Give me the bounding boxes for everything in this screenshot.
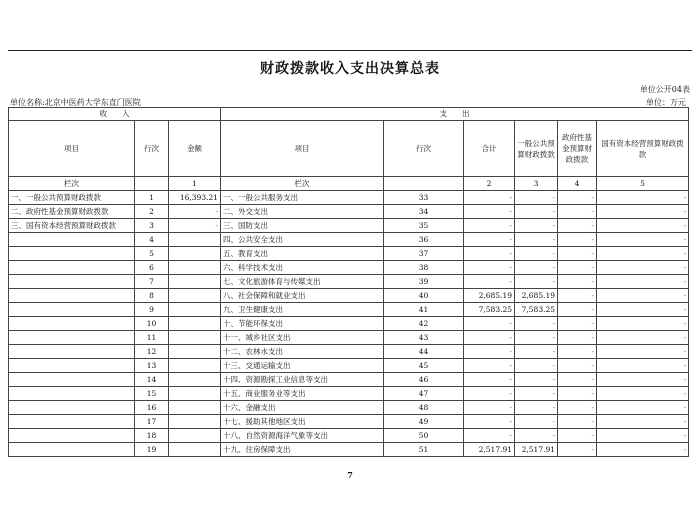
col-index-label: 栏次 xyxy=(9,177,135,191)
gov-fund-cell: - xyxy=(558,387,597,401)
general-budget-cell: - xyxy=(515,219,558,233)
expense-row-no-cell: 46 xyxy=(384,373,464,387)
expense-row-no-cell: 49 xyxy=(384,415,464,429)
income-amount-cell xyxy=(169,275,221,289)
income-amount-cell xyxy=(169,373,221,387)
gov-fund-cell: - xyxy=(558,275,597,289)
state-capital-cell: - xyxy=(597,303,689,317)
expense-item-cell: 五、教育支出 xyxy=(221,247,384,261)
total-cell: - xyxy=(464,233,515,247)
expense-item-cell: 十六、金融支出 xyxy=(221,401,384,415)
expense-row-no-cell: 35 xyxy=(384,219,464,233)
total-cell: - xyxy=(464,415,515,429)
income-row-no-cell: 10 xyxy=(135,317,169,331)
top-rule xyxy=(8,50,692,51)
gov-fund-cell: - xyxy=(558,303,597,317)
expense-row-no-cell: 36 xyxy=(384,233,464,247)
total-cell: 2,685.19 xyxy=(464,289,515,303)
total-cell: 7,583.25 xyxy=(464,303,515,317)
expense-section-label: 支 出 xyxy=(221,108,689,121)
total-cell: - xyxy=(464,401,515,415)
expense-item-cell: 十三、交通运输支出 xyxy=(221,359,384,373)
col-index-blank xyxy=(135,177,169,191)
expense-item-cell: 二、外交支出 xyxy=(221,205,384,219)
col-index-amount: 1 xyxy=(169,177,221,191)
state-capital-cell: - xyxy=(597,443,689,457)
income-section-label: 收 入 xyxy=(9,108,221,121)
gov-fund-cell: - xyxy=(558,191,597,205)
expense-row-no-cell: 38 xyxy=(384,261,464,275)
col-index-exp-label: 栏次 xyxy=(221,177,384,191)
state-capital-cell: - xyxy=(597,233,689,247)
general-budget-cell: - xyxy=(515,415,558,429)
expense-row-no-cell: 44 xyxy=(384,345,464,359)
expense-item-cell: 九、卫生健康支出 xyxy=(221,303,384,317)
col-index-blank xyxy=(384,177,464,191)
general-budget-cell: - xyxy=(515,373,558,387)
state-capital-cell: - xyxy=(597,191,689,205)
total-cell: - xyxy=(464,387,515,401)
general-budget-cell: - xyxy=(515,191,558,205)
expense-item-cell: 十二、农林水支出 xyxy=(221,345,384,359)
state-capital-cell: - xyxy=(597,261,689,275)
general-budget-cell: 7,583.25 xyxy=(515,303,558,317)
table-row xyxy=(9,303,689,317)
income-amount-cell xyxy=(169,429,221,443)
income-item-cell xyxy=(9,387,135,401)
income-amount-cell: 16,393.21 xyxy=(169,191,221,205)
gov-fund-cell: - xyxy=(558,415,597,429)
income-row-no-cell: 14 xyxy=(135,373,169,387)
expense-row-no-cell: 48 xyxy=(384,401,464,415)
income-item-cell xyxy=(9,415,135,429)
expense-row-no-cell: 43 xyxy=(384,331,464,345)
general-budget-cell: 2,517.91 xyxy=(515,443,558,457)
expense-item-cell: 十一、城乡社区支出 xyxy=(221,331,384,345)
expense-item-cell: 十七、援助其他地区支出 xyxy=(221,415,384,429)
income-item-cell xyxy=(9,303,135,317)
currency-unit: 单位：万元 xyxy=(646,98,686,107)
income-item-cell xyxy=(9,373,135,387)
income-row-no-cell: 17 xyxy=(135,415,169,429)
expense-item-cell: 七、文化旅游体育与传媒支出 xyxy=(221,275,384,289)
general-budget-cell: - xyxy=(515,331,558,345)
income-row-no-cell: 5 xyxy=(135,247,169,261)
expense-item-cell: 十九、住房保障支出 xyxy=(221,443,384,457)
column-index-row xyxy=(9,177,689,191)
income-item-cell xyxy=(9,275,135,289)
income-row-no-cell: 9 xyxy=(135,303,169,317)
expense-item-cell: 十八、自然资源海洋气象等支出 xyxy=(221,429,384,443)
table-row xyxy=(9,191,689,205)
table-row xyxy=(9,373,689,387)
income-item-cell xyxy=(9,443,135,457)
income-item-cell: 一、一般公共预算财政拨款 xyxy=(9,191,135,205)
income-row-no-cell: 18 xyxy=(135,429,169,443)
state-capital-cell: - xyxy=(597,359,689,373)
gov-fund-cell: - xyxy=(558,429,597,443)
total-cell: - xyxy=(464,359,515,373)
header-exp-row-no: 行次 xyxy=(384,121,464,177)
total-cell: - xyxy=(464,275,515,289)
income-amount-cell xyxy=(169,289,221,303)
income-amount-cell xyxy=(169,233,221,247)
income-amount-cell xyxy=(169,317,221,331)
total-cell: 2,517.91 xyxy=(464,443,515,457)
income-item-cell xyxy=(9,289,135,303)
expense-row-no-cell: 39 xyxy=(384,275,464,289)
table-row xyxy=(9,317,689,331)
gov-fund-cell: - xyxy=(558,359,597,373)
income-amount-cell xyxy=(169,359,221,373)
gov-fund-cell: - xyxy=(558,331,597,345)
state-capital-cell: - xyxy=(597,429,689,443)
col-index-capital: 5 xyxy=(597,177,689,191)
state-capital-cell: - xyxy=(597,219,689,233)
income-row-no-cell: 2 xyxy=(135,205,169,219)
income-row-no-cell: 13 xyxy=(135,359,169,373)
income-row-no-cell: 8 xyxy=(135,289,169,303)
page-title: 财政拨款收入支出决算总表 xyxy=(260,61,440,77)
total-cell: - xyxy=(464,345,515,359)
income-row-no-cell: 7 xyxy=(135,275,169,289)
table-row xyxy=(9,331,689,345)
income-amount-cell xyxy=(169,345,221,359)
income-item-cell xyxy=(9,359,135,373)
income-row-no-cell: 6 xyxy=(135,261,169,275)
table-row xyxy=(9,247,689,261)
gov-fund-cell: - xyxy=(558,317,597,331)
income-row-no-cell: 11 xyxy=(135,331,169,345)
income-amount-cell xyxy=(169,401,221,415)
income-item-cell xyxy=(9,247,135,261)
income-amount-cell xyxy=(169,387,221,401)
income-amount-cell xyxy=(169,303,221,317)
state-capital-cell: - xyxy=(597,415,689,429)
header-total: 合计 xyxy=(464,121,515,177)
table-row xyxy=(9,205,689,219)
state-capital-cell: - xyxy=(597,317,689,331)
unit-name: 单位名称:北京中医药大学东直门医院 xyxy=(10,98,141,107)
table-row xyxy=(9,415,689,429)
table-row xyxy=(9,275,689,289)
income-amount-cell xyxy=(169,261,221,275)
column-header-row xyxy=(9,121,689,177)
income-amount-cell xyxy=(169,415,221,429)
state-capital-cell: - xyxy=(597,275,689,289)
income-item-cell xyxy=(9,345,135,359)
header-gov-fund: 政府性基金预算财政拨款 xyxy=(558,121,597,177)
general-budget-cell: - xyxy=(515,275,558,289)
income-amount-cell: - xyxy=(169,205,221,219)
header-state-capital: 国有资本经营预算财政拨款 xyxy=(597,121,689,177)
table-row xyxy=(9,345,689,359)
general-budget-cell: - xyxy=(515,387,558,401)
state-capital-cell: - xyxy=(597,205,689,219)
expense-row-no-cell: 45 xyxy=(384,359,464,373)
section-header-row xyxy=(9,108,689,121)
income-row-no-cell: 4 xyxy=(135,233,169,247)
income-item-cell: 二、政府性基金预算财政拨款 xyxy=(9,205,135,219)
income-row-no-cell: 15 xyxy=(135,387,169,401)
income-item-cell xyxy=(9,233,135,247)
income-row-no-cell: 16 xyxy=(135,401,169,415)
total-cell: - xyxy=(464,261,515,275)
header-exp-item: 项目 xyxy=(221,121,384,177)
expense-item-cell: 六、科学技术支出 xyxy=(221,261,384,275)
general-budget-cell: 2,685.19 xyxy=(515,289,558,303)
gov-fund-cell: - xyxy=(558,443,597,457)
income-item-cell xyxy=(9,401,135,415)
expense-row-no-cell: 40 xyxy=(384,289,464,303)
total-cell: - xyxy=(464,331,515,345)
income-item-cell: 三、国有资本经营预算财政拨款 xyxy=(9,219,135,233)
state-capital-cell: - xyxy=(597,331,689,345)
gov-fund-cell: - xyxy=(558,219,597,233)
expense-row-no-cell: 33 xyxy=(384,191,464,205)
expense-item-cell: 十、节能环保支出 xyxy=(221,317,384,331)
total-cell: - xyxy=(464,191,515,205)
total-cell: - xyxy=(464,205,515,219)
col-index-total: 2 xyxy=(464,177,515,191)
income-row-no-cell: 12 xyxy=(135,345,169,359)
state-capital-cell: - xyxy=(597,247,689,261)
general-budget-cell: - xyxy=(515,317,558,331)
table-row xyxy=(9,359,689,373)
expense-row-no-cell: 41 xyxy=(384,303,464,317)
table-row xyxy=(9,233,689,247)
col-index-fund: 4 xyxy=(558,177,597,191)
state-capital-cell: - xyxy=(597,289,689,303)
col-index-general: 3 xyxy=(515,177,558,191)
general-budget-cell: - xyxy=(515,205,558,219)
gov-fund-cell: - xyxy=(558,261,597,275)
budget-table xyxy=(8,107,689,457)
table-row xyxy=(9,443,689,457)
form-number: 单位公开04表 xyxy=(639,85,690,94)
income-item-cell xyxy=(9,429,135,443)
header-amount: 金额 xyxy=(169,121,221,177)
income-row-no-cell: 1 xyxy=(135,191,169,205)
state-capital-cell: - xyxy=(597,373,689,387)
income-amount-cell xyxy=(169,331,221,345)
general-budget-cell: - xyxy=(515,345,558,359)
expense-item-cell: 四、公共安全支出 xyxy=(221,233,384,247)
table-row xyxy=(9,261,689,275)
gov-fund-cell: - xyxy=(558,247,597,261)
header-item: 项目 xyxy=(9,121,135,177)
total-cell: - xyxy=(464,373,515,387)
general-budget-cell: - xyxy=(515,401,558,415)
total-cell: - xyxy=(464,429,515,443)
income-amount-cell: - xyxy=(169,219,221,233)
expense-item-cell: 三、国防支出 xyxy=(221,219,384,233)
state-capital-cell: - xyxy=(597,387,689,401)
gov-fund-cell: - xyxy=(558,345,597,359)
gov-fund-cell: - xyxy=(558,205,597,219)
total-cell: - xyxy=(464,317,515,331)
general-budget-cell: - xyxy=(515,233,558,247)
table-row xyxy=(9,219,689,233)
general-budget-cell: - xyxy=(515,247,558,261)
total-cell: - xyxy=(464,247,515,261)
gov-fund-cell: - xyxy=(558,289,597,303)
expense-row-no-cell: 47 xyxy=(384,387,464,401)
gov-fund-cell: - xyxy=(558,373,597,387)
expense-row-no-cell: 50 xyxy=(384,429,464,443)
table-row xyxy=(9,289,689,303)
expense-item-cell: 八、社会保障和就业支出 xyxy=(221,289,384,303)
income-row-no-cell: 3 xyxy=(135,219,169,233)
gov-fund-cell: - xyxy=(558,401,597,415)
expense-row-no-cell: 34 xyxy=(384,205,464,219)
page-number: 7 xyxy=(347,470,353,480)
income-row-no-cell: 19 xyxy=(135,443,169,457)
income-amount-cell xyxy=(169,443,221,457)
general-budget-cell: - xyxy=(515,359,558,373)
expense-row-no-cell: 42 xyxy=(384,317,464,331)
table-row xyxy=(9,401,689,415)
income-amount-cell xyxy=(169,247,221,261)
expense-item-cell: 十五、商业服务业等支出 xyxy=(221,387,384,401)
general-budget-cell: - xyxy=(515,261,558,275)
expense-item-cell: 一、一般公共服务支出 xyxy=(221,191,384,205)
general-budget-cell: - xyxy=(515,429,558,443)
income-item-cell xyxy=(9,331,135,345)
table-row xyxy=(9,429,689,443)
income-item-cell xyxy=(9,261,135,275)
gov-fund-cell: - xyxy=(558,233,597,247)
total-cell: - xyxy=(464,219,515,233)
income-item-cell xyxy=(9,317,135,331)
expense-row-no-cell: 37 xyxy=(384,247,464,261)
header-row-no: 行次 xyxy=(135,121,169,177)
expense-row-no-cell: 51 xyxy=(384,443,464,457)
state-capital-cell: - xyxy=(597,401,689,415)
state-capital-cell: - xyxy=(597,345,689,359)
table-row xyxy=(9,387,689,401)
header-general-budget: 一般公共预算财政拨款 xyxy=(515,121,558,177)
expense-item-cell: 十四、资源勘探工业信息等支出 xyxy=(221,373,384,387)
